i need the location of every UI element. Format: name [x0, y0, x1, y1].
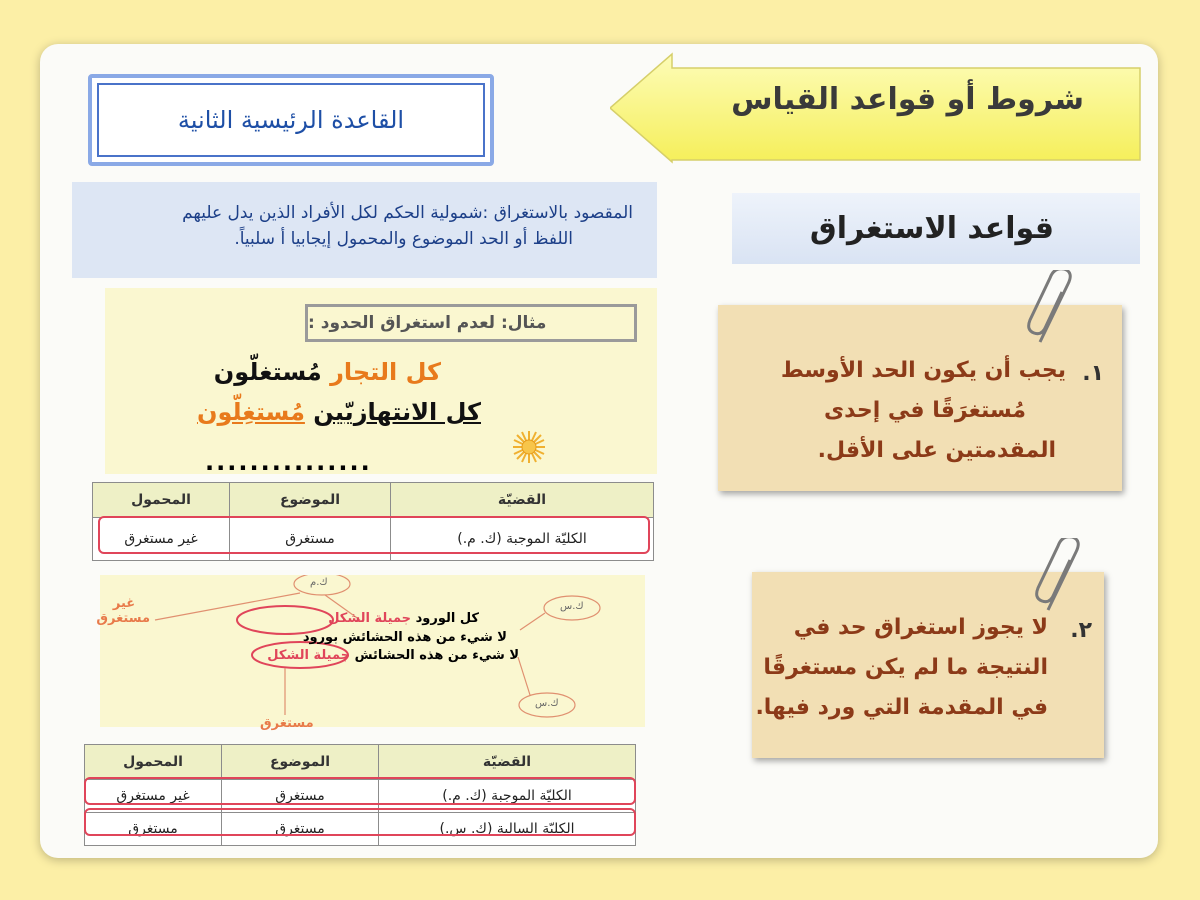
diagram-line-3: [267, 648, 519, 663]
example-line-1: [214, 358, 441, 386]
left-label-not-distributed: غير مستغرق: [96, 596, 150, 626]
note-1-line-2: مُستغرَقًا في إحدى: [823, 398, 1026, 423]
note-2-line-2: النتيجة ما لم يكن مستغرقًا: [763, 655, 1048, 680]
diagram-line-1-predicate: جميلة الشكل: [328, 611, 412, 626]
diagram-line-3-predicate: جميلة الشكل: [267, 648, 351, 663]
sun-icon: [512, 430, 546, 464]
table-header-cell: القضيّة: [391, 483, 654, 518]
example-line-1-predicate: مُستغلّون: [213, 358, 322, 386]
diagram-line-2: لا شيء من هذه الحشائش بورود: [302, 630, 507, 645]
definition-line-1: المقصود بالاستغراق :شمولية الحكم لكل الأفراد الذين يدل عليهم: [182, 203, 633, 223]
table-cell: مستغرق: [222, 780, 379, 813]
bubble-label-ks-top: ك.س: [560, 601, 584, 612]
definition-box: [72, 182, 657, 278]
table-header-cell: المحمول: [85, 745, 222, 780]
note-1-line-1: يجب أن يكون الحد الأوسط: [780, 358, 1066, 383]
table-cell: مستغرق: [222, 813, 379, 846]
table-header-cell: القضيّة: [379, 745, 636, 780]
diagram-line-3-subject: لا شيء من هذه الحشائش: [354, 648, 519, 663]
table-header-row: [85, 745, 636, 780]
example-line-1-subject: كل التجار: [330, 358, 441, 386]
page-title: شروط أو قواعد القياس: [731, 82, 1084, 117]
table-header-cell: المحمول: [93, 483, 230, 518]
rules-title: قواعد الاستغراق: [809, 211, 1054, 246]
example-panel: [105, 288, 657, 474]
table-cell: غير مستغرق: [85, 780, 222, 813]
table-header-cell: الموضوع: [230, 483, 391, 518]
note-1-number: ١.: [1082, 361, 1104, 386]
rule-heading: القاعدة الرئيسية الثانية: [177, 106, 405, 134]
definition-line-2: اللفظ أو الحد الموضوع والمحمول إيجابيا أ سلبياً.: [234, 229, 573, 249]
example-line-2-predicate: مُستغِلّون: [196, 398, 305, 426]
table-2-highlight-row-2: [84, 808, 636, 836]
table-cell: الكليّة الموجبة (ك. م.): [391, 518, 654, 561]
diagram-line-1-subject: كل الورود: [415, 611, 479, 626]
paperclip-icon: [1022, 270, 1082, 350]
note-2-number: ٢.: [1070, 618, 1092, 643]
table-2-highlight-row-1: [84, 777, 636, 805]
note-1-line-3: المقدمتين على الأقل.: [817, 438, 1056, 463]
bubble-label-ks-bottom: ك.س: [535, 698, 559, 709]
note-2-line-3: في المقدمة التي ورد فيها.: [755, 695, 1048, 720]
table-1-highlight: [98, 516, 650, 554]
example-line-2-subject: كل الانتهازيّين: [313, 398, 481, 426]
bubble-label-km: ك.م: [310, 577, 328, 588]
table-cell: مستغرق: [85, 813, 222, 846]
diagram-line-1: [328, 611, 479, 626]
note-2-body: [755, 608, 1048, 728]
table-cell: غير مستغرق: [93, 518, 230, 561]
rule-heading-box: [88, 74, 494, 166]
paperclip-icon: [1030, 538, 1090, 618]
reasoning-diagram: [96, 575, 645, 727]
table-cell: الكليّة السالبة (ك. س.): [379, 813, 636, 846]
title-banner: [610, 52, 1142, 164]
table-header-cell: الموضوع: [222, 745, 379, 780]
note-2-line-1: لا يجوز استغراق حد في: [793, 615, 1048, 640]
rules-title-box: [732, 193, 1140, 264]
example-label: مثال: لعدم استغراق الحدود :: [305, 304, 637, 342]
table-cell: الكليّة الموجبة (ك. م.): [379, 780, 636, 813]
table-cell: مستغرق: [230, 518, 391, 561]
bottom-label-distributed: مستغرق: [260, 716, 314, 731]
table-header-row: [93, 483, 654, 518]
example-line-2: [197, 398, 481, 426]
note-1-body: [781, 351, 1066, 471]
example-dots: ...............: [205, 448, 372, 476]
